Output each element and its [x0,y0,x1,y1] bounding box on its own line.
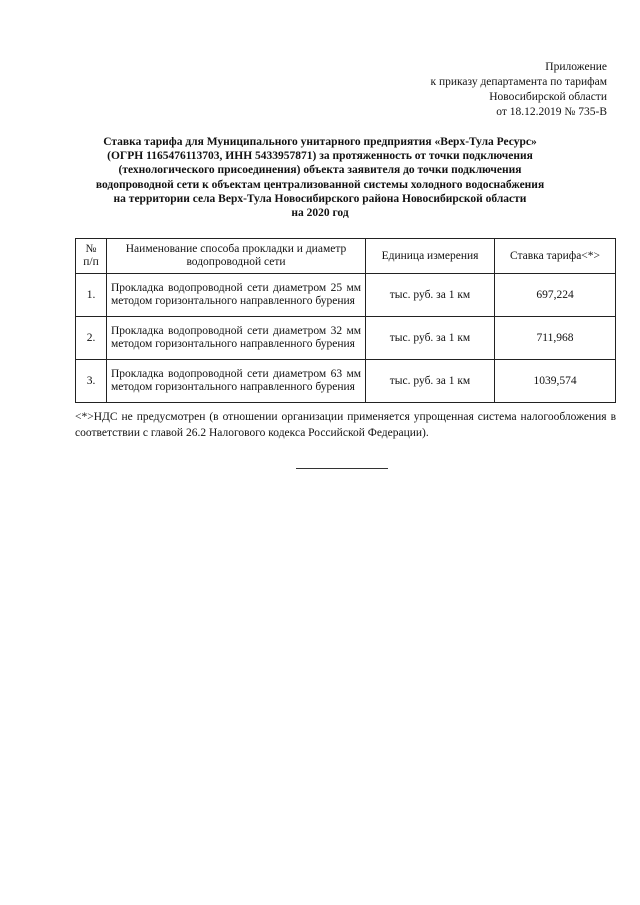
row-name: Прокладка водопроводной сети диаметром 25 мм методом горизонтального направленного бурения [107,274,366,317]
table-row [76,317,616,360]
row-name: Прокладка водопроводной сети диаметром 63 мм методом горизонтального направленного бурения [107,360,366,403]
row-num: 1. [76,274,107,317]
appendix-line: от 18.12.2019 № 735-В [496,106,607,118]
title-line: на 2020 год [291,207,349,220]
header-name: Наименование способа прокладки и диаметр водопроводной сети [107,239,366,274]
header-unit: Единица измерения [366,239,495,274]
row-unit: тыс. руб. за 1 км [366,360,495,403]
appendix-line: Новосибирской области [489,91,607,103]
row-num: 3. [76,360,107,403]
table-header-row [76,239,616,274]
title-line: (технологического присоединения) объекта заявителя до точки подключения [118,164,522,177]
row-name: Прокладка водопроводной сети диаметром 32 мм методом горизонтального направленного бурения [107,317,366,360]
vat-footnote: <*>НДС не предусмотрен (в отношении организации применяется упрощенная система налогообложения в соответствии с главой 26.2 Налогового кодекса Российской Федерации). [75,411,616,439]
appendix-line: к приказу департамента по тарифам [430,76,607,88]
row-unit: тыс. руб. за 1 км [366,274,495,317]
title-line: (ОГРН 1165476113703, ИНН 5433957871) за протяженность от точки подключения [107,150,533,163]
document-title [60,135,580,220]
row-unit: тыс. руб. за 1 км [366,317,495,360]
row-num: 2. [76,317,107,360]
title-line: на территории села Верх-Тула Новосибирского района Новосибирской области [113,192,527,205]
tariff-table [75,238,616,403]
appendix-header [430,60,607,120]
table-row [76,274,616,317]
row-rate: 711,968 [495,317,616,360]
appendix-line: Приложение [545,61,607,73]
title-line: водопроводной сети к объектам централизованной системы холодного водоснабжения [95,178,545,191]
row-rate: 1039,574 [495,360,616,403]
row-rate: 697,224 [495,274,616,317]
header-rate: Ставка тарифа<*> [495,239,616,274]
title-line: Ставка тарифа для Муниципального унитарного предприятия «Верх-Тула Ресурс» [103,136,537,148]
end-divider [296,468,388,469]
header-num: № п/п [76,239,107,274]
table-row [76,360,616,403]
